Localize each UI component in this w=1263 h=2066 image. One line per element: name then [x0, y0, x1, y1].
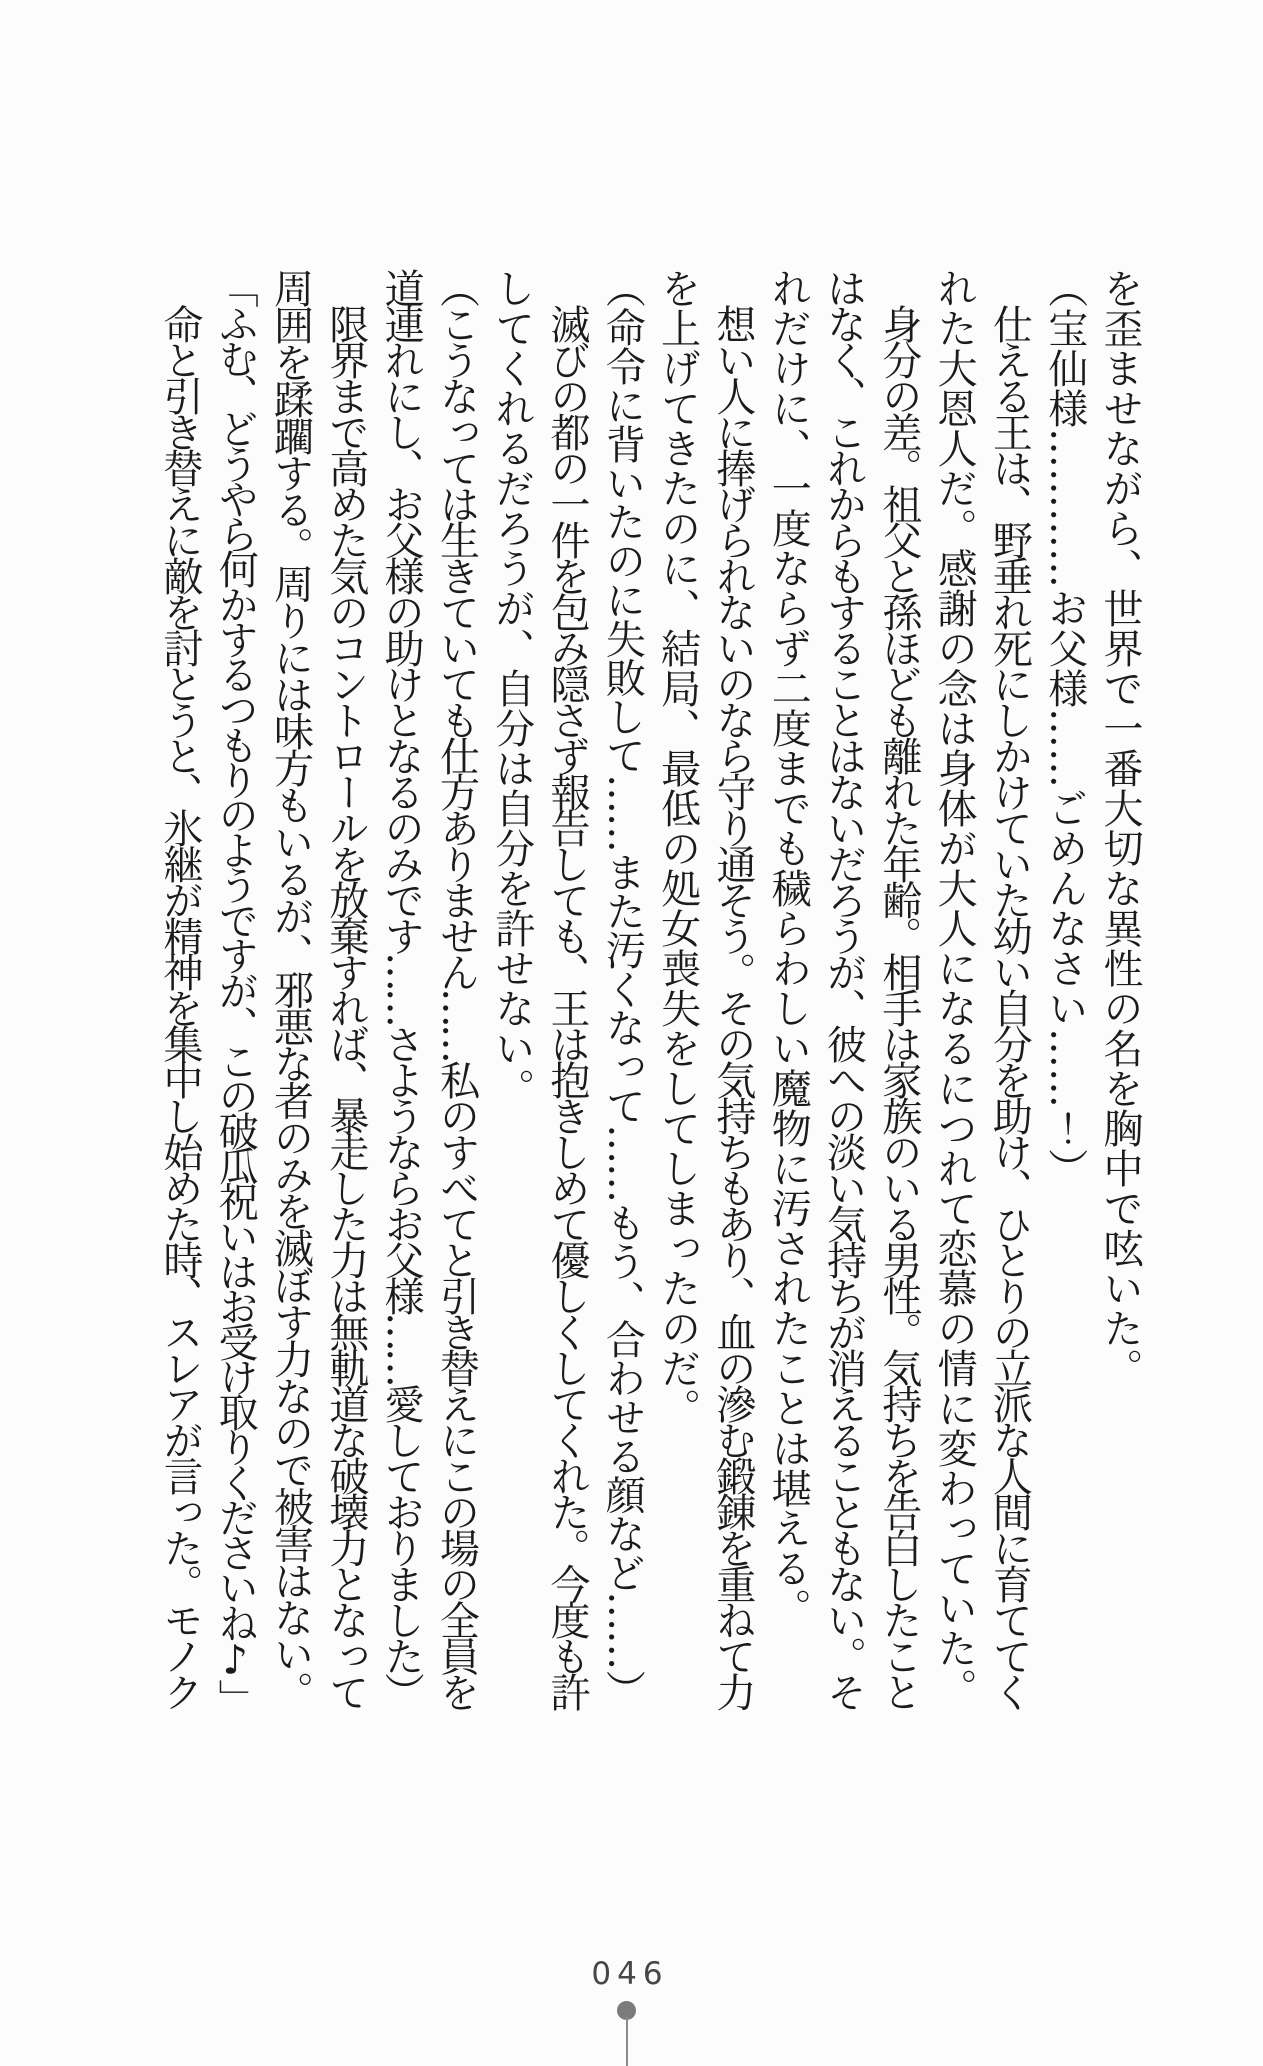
text-column: （宝仙様…………お父様……ごめんなさい……！）: [1041, 268, 1088, 1188]
text-column: 滅びの都の一件を包み隠さず報告しても、王は抱きしめて優しくしてくれた。今度も許: [544, 268, 591, 1708]
text-column: 命と引き替えに敵を討とうと、氷継が精神を集中し始めた時、スレアが言った。モノク: [156, 268, 203, 1708]
text-column: （こうなっては生きていても仕方ありません……私のすべてと引き替えにこの場の全員を: [433, 268, 480, 1708]
text-column: 身分の差。祖父と孫ほども離れた年齢。相手は家族のいる男性。気持ちを告白したこと: [875, 268, 922, 1708]
text-column: 想い人に捧げられないのなら守り通そう。その気持ちもあり、血の滲む鍛錬を重ねて力: [709, 268, 756, 1708]
text-column: を歪ませながら、世界で一番大切な異性の名を胸中で呟いた。: [1097, 268, 1143, 1388]
text-column: してくれるだろうが、自分は自分を許せない。: [488, 268, 535, 1108]
vertical-text-block: [145, 268, 1143, 1714]
text-column: はなく、これからもすることはないだろうが、彼への淡い気持ちが消えることもない。そ: [820, 268, 867, 1708]
text-column: を上げてきたのに、結局、最低の処女喪失をしてしまったのだ。: [654, 268, 701, 1428]
text-column: 仕える王は、野垂れ死にしかけていた幼い自分を助け、ひとりの立派な人間に育ててく: [986, 268, 1033, 1708]
text-column: 「ふむ、どうやら何かするつもりのようですが、この破瓜祝いはお受け取りくださいね♪」: [212, 268, 259, 1714]
page-number: 046: [591, 1956, 669, 1992]
text-column: 周囲を蹂躙する。周りには味方もいるが、邪悪な者のみを滅ぼす力なので被害はない。: [267, 268, 314, 1708]
page-marker-line: [626, 2017, 628, 2066]
text-column: れだけに、一度ならず二度までも穢らわしい魔物に汚されたことは堪える。: [765, 268, 812, 1628]
text-column: れた大恩人だ。感謝の念は身体が大人になるにつれて恋慕の情に変わっていた。: [931, 268, 978, 1708]
text-column: 限界まで高めた気のコントロールを放棄すれば、暴走した力は無軌道な破壊力となって: [322, 268, 369, 1708]
text-column: （命令に背いたのに失敗して……また汚くなって……もう、合わせる顔など……）: [599, 268, 646, 1709]
text-column: 道連れにし、お父様の助けとなるのみです……さようならお父様……愛しておりました）: [378, 268, 425, 1708]
